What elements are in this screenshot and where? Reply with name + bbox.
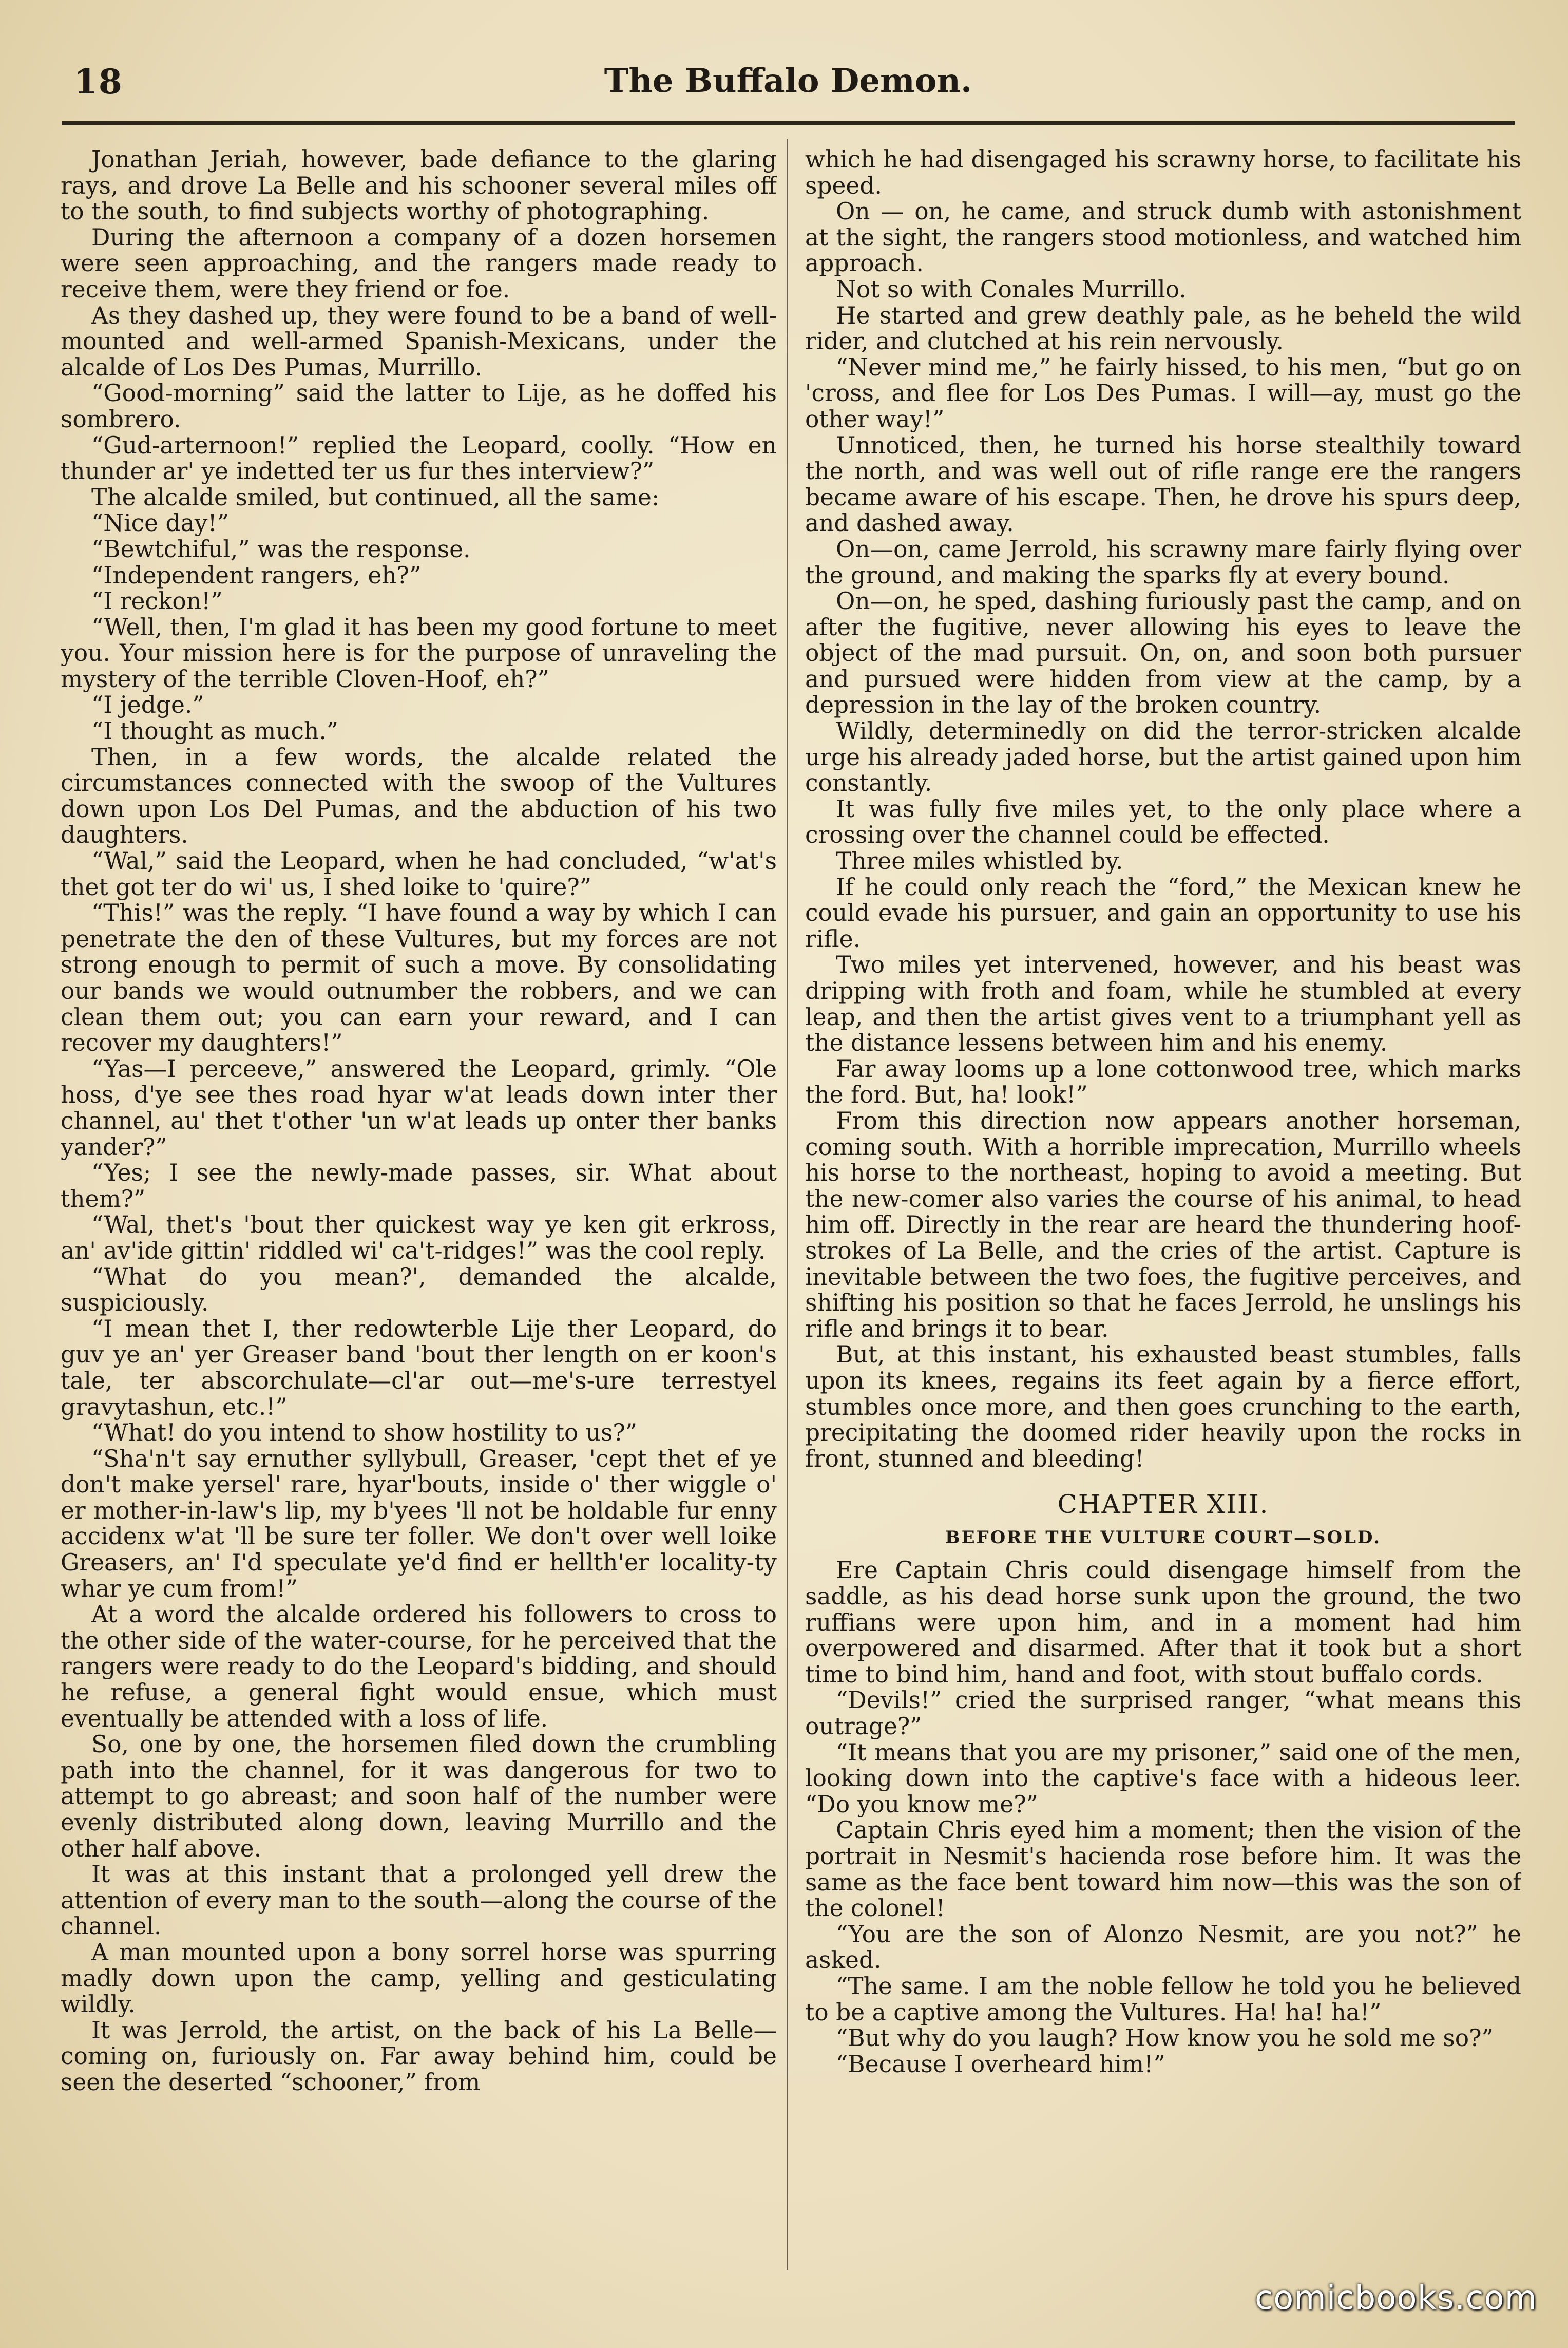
paragraph: “Devils!” cried the surprised ranger, “what means this outrage?”	[805, 1687, 1521, 1740]
paragraph: “The same. I am the noble fellow he told you he believed to be a captive among the Vultures. Ha! ha! ha!”	[805, 1972, 1521, 2026]
paragraph: If he could only reach the “ford,” the Mexican knew he could evade his pursuer, and gain an opportunity to use his rifle.	[805, 873, 1521, 953]
page-number: 18	[74, 62, 123, 102]
paragraph: Captain Chris eyed him a moment; then the vision of the portrait in Nesmit's hacienda rose before him. It was the same as the face bent toward him now—this was the son of the colonel!	[805, 1816, 1521, 1922]
paragraph: A man mounted upon a bony sorrel horse was spurring madly down upon the camp, yelling and gesticulating wildly.	[61, 1938, 777, 2018]
paragraph: “Independent rangers, eh?”	[91, 561, 422, 589]
paragraph: It was fully five miles yet, to the only place where a crossing over the channel could be effected.	[805, 795, 1521, 849]
paragraph: On — on, he came, and struck dumb with astonishment at the sight, the rangers stood motionless, and watched him approach.	[805, 198, 1521, 277]
paragraph: Wildly, determinedly on did the terror-stricken alcalde urge his already jaded horse, but the artist gained upon him constantly.	[805, 717, 1521, 797]
paragraph: Two miles yet intervened, however, and his beast was dripping with froth and foam, while he stumbled at every leap, and then the artist gives vent to a triumphant yell as the distance lessens between him and his enemy.	[805, 951, 1521, 1057]
paragraph: “But why do you laugh? How know you he sold me so?”	[836, 2024, 1494, 2052]
left-column	[61, 147, 777, 2252]
paragraph: “Well, then, I'm glad it has been my good fortune to meet you. Your mission here is for the purpose of unraveling the mystery of the terrible Cloven-Hoof, eh?”	[61, 613, 777, 693]
paragraph: It was Jerrold, the artist, on the back of his La Belle—coming on, furiously on. Far away behind him, could be seen the deserted “schooner,” from	[61, 2016, 777, 2096]
paragraph: “Yes; I see the newly-made passes, sir. What about them?”	[61, 1159, 777, 1213]
right-column	[805, 147, 1521, 2252]
paragraph: But, at this instant, his exhausted beast stumbles, falls upon its knees, regains its feet again by a fierce effort, stumbles once more, and then goes crunching to the earth, precipitating the doomed rider heavily upon the rocks in front, stunned and bleeding!	[805, 1341, 1521, 1472]
paragraph: From this direction now appears another horseman, coming south. With a horrible imprecation, Murrillo wheels his horse to the northeast, hoping to avoid a meeting. But the new-comer also varies the course of his animal, to head him off. Directly in the rear are heard the thundering hoof-strokes of La Belle, and the cries of the artist. Capture is inevitable between the two foes, the fugitive perceives, and shifting his position so that he faces Jerrold, he unslings his rifle and brings it to bear.	[805, 1107, 1521, 1342]
paragraph: On—on, came Jerrold, his scrawny mare fairly flying over the ground, and making the sparks fly at every bound.	[805, 535, 1521, 589]
paragraph: “Sha'n't say ernuther syllybull, Greaser, 'cept thet ef ye don't make yersel' rare, hyar'bouts, inside o' ther wiggle o' er mother-in-law's lip, my b'yees 'll not be holdable fur enny accidenx w'at 'll be sure ter foller. We don't over well loike Greasers, an' I'd speculate ye'd find er hellth'er locality-ty whar ye cum from!”	[61, 1445, 777, 1602]
chapter-heading: CHAPTER XIII.	[1057, 1489, 1269, 1520]
paragraph: At a word the alcalde ordered his followers to cross to the other side of the water-course, for he perceived that the rangers were ready to do the Leopard's bidding, and should he refuse, a general fight would ensue, which must eventually be attended with a loss of life.	[61, 1601, 777, 1732]
paragraph: Then, in a few words, the alcalde related the circumstances connected with the swoop of the Vultures down upon Los Del Pumas, and the abduction of his two daughters.	[61, 743, 777, 849]
paragraph: “Yas—I perceeve,” answered the Leopard, grimly. “Ole hoss, d'ye see thes road hyar w'at leads down inter ther channel, au' thet t'other 'un w'at leads up onter ther banks yander?”	[61, 1055, 777, 1161]
paragraph: Three miles whistled by.	[836, 847, 1123, 875]
paragraph: “You are the son of Alonzo Nesmit, are you not?” he asked.	[805, 1920, 1521, 1974]
paragraph: “I reckon!”	[91, 588, 223, 615]
paragraph: “What! do you intend to show hostility to us?”	[91, 1419, 638, 1447]
paragraph: “Bewtchiful,” was the response.	[91, 535, 471, 563]
paragraph: Not so with Conales Murrillo.	[836, 275, 1187, 303]
paragraph: So, one by one, the horsemen filed down the crumbling path into the channel, for it was dangerous for two to attempt to go abreast; and soon half of the number were evenly distributed along down, leaving Murrillo and the other half above.	[61, 1731, 777, 1862]
paragraph: “I thought as much.”	[91, 717, 339, 745]
paragraph: Jonathan Jeriah, however, bade defiance to the glaring rays, and drove La Belle and his schooner several miles off to the south, to find subjects worthy of photographing.	[61, 147, 777, 225]
paragraph: “This!” was the reply. “I have found a way by which I can penetrate the den of these Vultures, but my forces are not strong enough to permit of such a move. By consolidating our bands we would outnumber the robbers, and we can clean them out; you can earn your reward, and I can recover my daughters!”	[61, 899, 777, 1057]
paragraph: “It means that you are my prisoner,” said one of the men, looking down into the captive's face with a hideous leer. “Do you know me?”	[805, 1738, 1521, 1818]
paragraph: “Nice day!”	[91, 509, 230, 537]
page-header	[62, 56, 1515, 113]
running-title: The Buffalo Demon.	[604, 62, 972, 100]
paragraph: “Never mind me,” he fairly hissed, to his men, “but go on 'cross, and flee for Los Des Pumas. I will—ay, must go the other way!”	[805, 353, 1521, 433]
paragraph: “Gud-arternoon!” replied the Leopard, coolly. “How en thunder ar' ye indetted ter us fur thes interview?”	[61, 431, 777, 485]
paragraph: He started and grew deathly pale, as he beheld the wild rider, and clutched at his rein nervously.	[805, 301, 1521, 355]
paragraph: “Because I overheard him!”	[836, 2050, 1165, 2078]
paragraph: Ere Captain Chris could disengage himself from the saddle, as his dead horse sunk upon the ground, the two ruffians were upon him, and in a moment had him overpowered and disarmed. After that it took but a short time to bind him, hand and foot, with stout buffalo cords.	[805, 1557, 1521, 1688]
paragraph: Unnoticed, then, he turned his horse stealthily toward the north, and was well out of rifle range ere the rangers became aware of his escape. Then, he drove his spurs deep, and dashed away.	[805, 431, 1521, 537]
paragraph: As they dashed up, they were found to be a band of well-mounted and well-armed Spanish-Mexicans, under the alcalde of Los Des Pumas, Murrillo.	[61, 301, 777, 381]
header-rule	[62, 121, 1515, 125]
paragraph: “What do you mean?', demanded the alcalde, suspiciously.	[61, 1263, 777, 1317]
paragraph: “Wal,” said the Leopard, when he had concluded, “w'at's thet got ter do wi' us, I shed loike to 'quire?”	[61, 847, 777, 901]
paragraph: “Good-morning” said the latter to Lije, as he doffed his sombrero.	[61, 380, 777, 433]
paragraph: which he had disengaged his scrawny horse, to facilitate his speed.	[805, 147, 1521, 199]
paragraph: “Wal, thet's 'bout ther quickest way ye ken git erkross, an' av'ide gittin' riddled wi' ca't-ridges!” was the cool reply.	[61, 1211, 777, 1264]
paragraph: The alcalde smiled, but continued, all the same:	[91, 483, 660, 511]
paragraph: “I jedge.”	[91, 691, 204, 719]
paragraph: During the afternoon a company of a dozen horsemen were seen approaching, and the rangers made ready to receive them, were they friend or foe.	[61, 223, 777, 303]
paragraph: It was at this instant that a prolonged yell drew the attention of every man to the south—along the course of the channel.	[61, 1861, 777, 1940]
watermark: comicbooks.com	[1254, 2279, 1537, 2317]
paragraph: Far away looms up a lone cottonwood tree, which marks the ford. But, ha! look!”	[805, 1055, 1521, 1109]
chapter-subheading: BEFORE THE VULTURE COURT—SOLD.	[945, 1527, 1382, 1548]
paragraph: “I mean thet I, ther redowterble Lije ther Leopard, do guv ye an' yer Greaser band 'bout ther length on er koon's tale, ter abscorchulate—cl'ar out—me's-ure terrestyel gravytashun, etc.!”	[61, 1315, 777, 1421]
paragraph: On—on, he sped, dashing furiously past the camp, and on after the fugitive, never allowing his eyes to leave the object of the mad pursuit. On, on, and soon both pursuer and pursued were hidden from view at the camp, by a depression in the lay of the broken country.	[805, 588, 1521, 719]
column-rule	[787, 139, 788, 2270]
